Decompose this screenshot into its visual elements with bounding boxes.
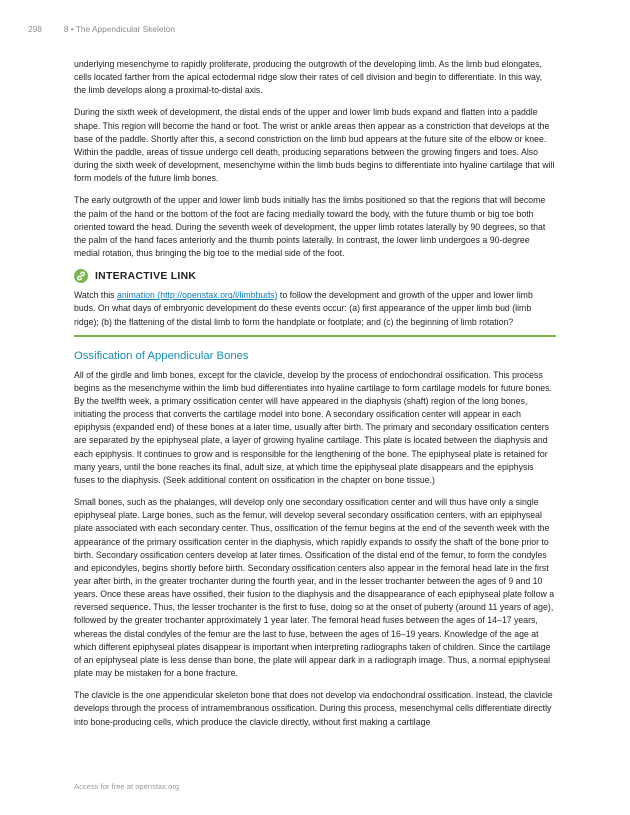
interactive-link-text-before: Watch this bbox=[74, 290, 117, 301]
animation-link[interactable]: animation (http://openstax.org/l/limbbuds) bbox=[116, 290, 278, 301]
interactive-link-text-after: to follow the development and growth of the upper and lower limb buds. On what days of embryonic development do these events occur: (a) first appearance of the upper limb bud (limb ridge); (b) the flattening of the distal limb to form the handplate or footplate; and (c) the beginning of limb rotation? bbox=[74, 290, 533, 327]
running-head bbox=[28, 24, 175, 34]
page-number: 298 bbox=[28, 24, 42, 34]
page-content bbox=[74, 58, 556, 738]
chapter-title: 8 • The Appendicular Skeleton bbox=[63, 24, 175, 34]
interactive-link-header bbox=[74, 269, 556, 283]
intro-paragraph-3: The early outgrowth of the upper and lower limb buds initially has the limbs positioned so that the regions that will become the palm of the hand or the bottom of the foot are facing medially toward the body, with the future thumb or big toe both oriented toward the head. During the seventh week of development, the upper limb rotates laterally by 90 degrees, so that the palm of the hand faces anteriorly and the thumb points laterally. In contrast, the lower limb undergoes a 90-degree medial rotation, thus bringing the big toe to the medial side of the foot. bbox=[74, 195, 546, 259]
intro-paragraph-1: underlying mesenchyme to rapidly proliferate, producing the outgrowth of the developing limb. As the limb bud elongates, cells located farther from the apical ectodermal ridge slow their rates of cell division and begin to differentiate. In this way, the limb develops along a proximal-to-distal axis. bbox=[74, 59, 543, 96]
section-paragraph-3: The clavicle is the one appendicular skeleton bone that does not develop via endochondral ossification. Instead, the clavicle develops through the process of intramembranous ossification. During this process, mesenchymal cells differentiate directly into bone-producing cells, which produce the clavicle directly, without first making a cartilage bbox=[74, 690, 553, 727]
section-heading: Ossification of Appendicular Bones bbox=[74, 349, 249, 362]
interactive-link-divider bbox=[74, 335, 556, 337]
section-paragraph-2: Small bones, such as the phalanges, will develop only one secondary ossification center and will thus have only a single epiphyseal plate. Large bones, such as the femur, will develop several secondary ossification centers, with an epiphyseal plate associated with each secondary center. Thus, ossification of the femur begins at the end of the seventh week with the appearance of the primary ossification center in the diaphysis, which rapidly expands to ossify the shaft of the bone prior to birth. Secondary ossification centers develop at later times. Ossification of the distal end of the femur, to form the condyles and epicondyles, begins shortly before birth. Secondary ossification centers also appear in the femoral head late in the first year after birth, in the greater trochanter during the fourth year, and in the lesser trochanter between the ages of 9 and 10 years. Once these areas have ossified, their fusion to the diaphysis and the disappearance of each epiphyseal plate follow a reversed sequence. Thus, the lesser trochanter is the first to fuse, doing so at the onset of puberty (around 11 years of age), followed by the greater trochanter approximately 1 year later. The femoral head fuses between the ages of 14–17 years, whereas the distal condyles of the femur are the last to fuse, between the ages of 16–19 years. Knowledge of the age at which different epiphyseal plates disappear is important when interpreting radiographs taken of children. Since the cartilage of an epiphyseal plate is less dense than bone, the plate will appear dark in a radiograph image. Thus, a normal epiphyseal plate may be mistaken for a bone fracture. bbox=[74, 497, 555, 679]
interactive-link-text bbox=[74, 289, 556, 328]
interactive-link-title: INTERACTIVE LINK bbox=[95, 270, 197, 282]
intro-paragraph-2: During the sixth week of development, the distal ends of the upper and lower limb buds expand and flatten into a paddle shape. This region will become the hand or foot. The wrist or ankle areas then appear as a constriction that develops at the base of the paddle. Shortly after this, a second constriction on the limb bud appears at the future site of the elbow or knee. Within the paddle, areas of tissue undergo cell death, producing separations between the growing fingers and toes. Also during the sixth week of development, mesenchyme within the limb buds begins to differentiate into hyaline cartilage that will form models of the future limb bones. bbox=[74, 107, 555, 184]
page-footer: Access for free at openstax.org bbox=[74, 782, 180, 791]
interactive-link-feature bbox=[74, 269, 556, 336]
section-paragraph-1: All of the girdle and limb bones, except for the clavicle, develop by the process of endochondral ossification. This process begins as the mesenchyme within the limb bud differentiates into hyaline cartilage to form cartilage models for future bones. By the twelfth week, a primary ossification center will have appeared in the diaphysis (shaft) region of the long bones, initiating the process that converts the cartilage model into bone. A secondary ossification center will appear in each epiphysis (expanded end) of these bones at a later time, usually after birth. The primary and secondary ossification centers are separated by the epiphyseal plate, a layer of growing hyaline cartilage. This plate is located between the diaphysis and each epiphysis. It continues to grow and is responsible for the lengthening of the bone. The epiphyseal plate is retained for many years, until the bone reaches its final, adult size, at which time the epiphyseal plate disappears and the epiphysis fuses to the diaphysis. (Seek additional content on ossification in the chapter on bone tissue.) bbox=[74, 369, 552, 485]
link-icon bbox=[74, 269, 88, 283]
